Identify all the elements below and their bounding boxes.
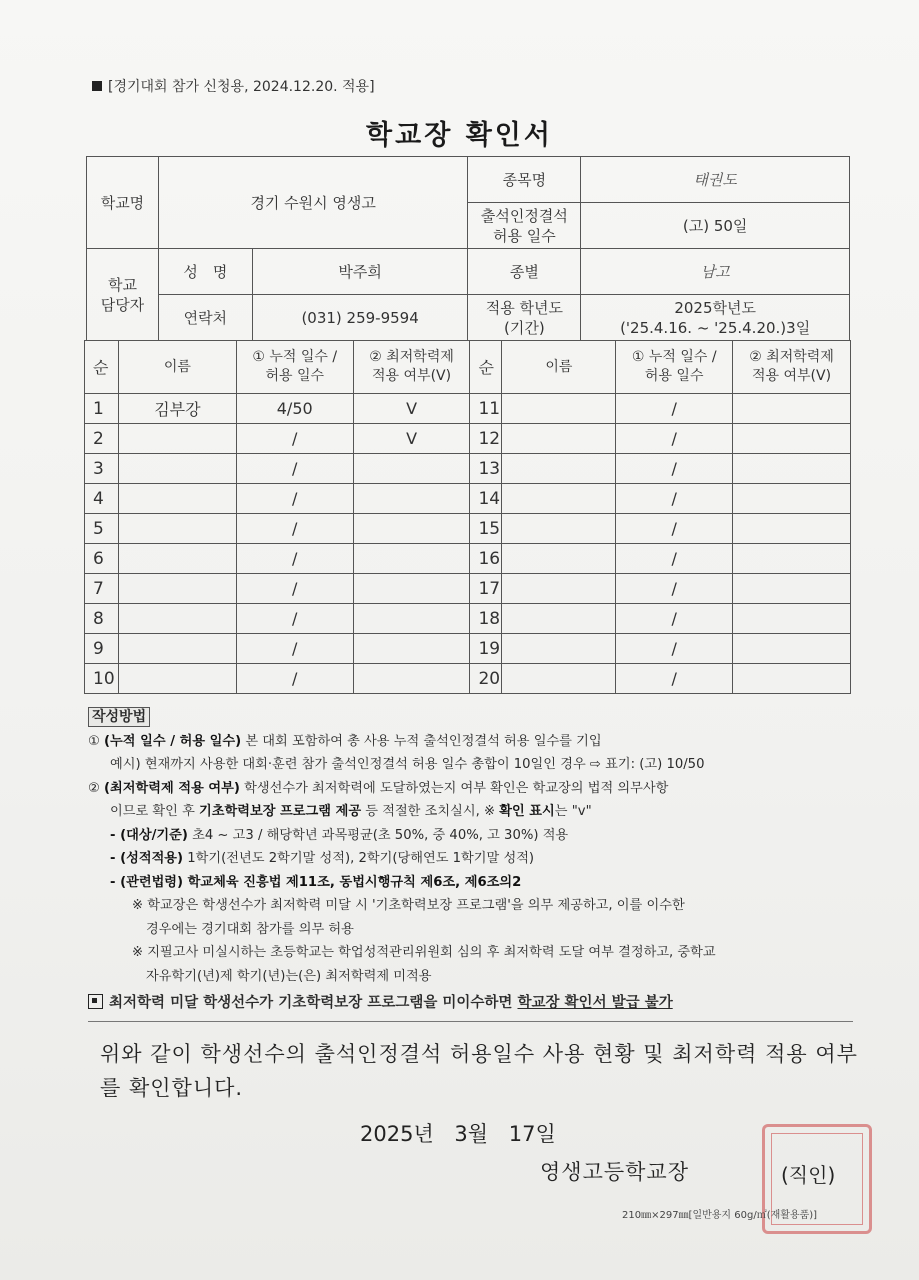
table-row	[85, 484, 851, 514]
student-name: 김부강	[118, 394, 236, 424]
instruction-2: ② (최저학력제 적용 여부) 학생선수가 최저학력에 도달하였는지 여부 확인은 학교장의 법적 의무사항	[88, 780, 669, 796]
sport-label: 종목명	[468, 157, 581, 203]
row-num: 5	[85, 514, 119, 544]
table-row	[85, 604, 851, 634]
student-name	[502, 604, 616, 634]
instructions	[88, 706, 858, 1016]
row-num: 10	[85, 664, 119, 694]
note-1a: ※ 학교장은 학생선수가 최저학력 미달 시 '기초학력보장 프로그램'을 의무 제공하고, 이를 이수한	[132, 898, 685, 913]
gender-value: 남고	[581, 249, 850, 295]
header-num: 순	[85, 341, 119, 394]
row-num: 4	[85, 484, 119, 514]
check-cell	[353, 664, 470, 694]
seal-label: (직인)	[781, 1163, 836, 1187]
allowed-days-label: 출석인정결석 허용 일수	[468, 203, 581, 249]
table-row	[85, 574, 851, 604]
days-cell: /	[616, 514, 733, 544]
confirmation-statement: 위와 같이 학생선수의 출석인정결석 허용일수 사용 현황 및 최저학력 적용 여부를 확인합니다.	[100, 1042, 858, 1100]
instruction-1-example: 예시) 현재까지 사용한 대회·훈련 참가 출석인정결석 허용 일수 총합이 10일인 경우 ⇨ 표기: (고) 10/50	[110, 757, 705, 772]
student-name	[502, 424, 616, 454]
student-name	[118, 424, 236, 454]
header-name: 이름	[118, 341, 236, 394]
row-num: 2	[85, 424, 119, 454]
row-num: 12	[470, 424, 502, 454]
row-num: 15	[470, 514, 502, 544]
school-info-table	[86, 156, 850, 341]
student-name	[502, 484, 616, 514]
note-2a: ※ 지필고사 미실시하는 초등학교는 학업성적관리위원회 심의 후 최저학력 도달 여부 결정하고, 중학교	[132, 945, 716, 960]
table-row	[85, 424, 851, 454]
days-cell: /	[236, 544, 353, 574]
check-cell	[733, 574, 851, 604]
year-label: 적용 학년도 (기간)	[468, 295, 581, 341]
check-cell	[733, 454, 851, 484]
row-num: 3	[85, 454, 119, 484]
issue-date: 2025년 3월 17일	[360, 1122, 556, 1146]
note-2b: 자유학기(년)제 학기(년)는(은) 최저학력제 미적용	[146, 968, 432, 984]
table-row	[85, 544, 851, 574]
table-row	[85, 514, 851, 544]
target-criteria: - (대상/기준) 초4 ~ 고3 / 해당학년 과목평균(초 50%, 중 40%, 고 30%) 적용	[110, 827, 569, 843]
sport-value: 태권도	[581, 157, 850, 203]
days-cell: /	[616, 544, 733, 574]
row-num: 20	[470, 664, 502, 694]
note-1b: 경우에는 경기대회 참가를 의무 허용	[146, 921, 354, 937]
check-cell	[733, 634, 851, 664]
manager-label: 학교 담당자	[87, 249, 159, 341]
days-cell: /	[236, 454, 353, 484]
header-num: 순	[470, 341, 502, 394]
row-num: 17	[470, 574, 502, 604]
header-min: ② 최저학력제 적용 여부(V)	[353, 341, 470, 394]
table-row	[85, 664, 851, 694]
row-num: 8	[85, 604, 119, 634]
form-reference-text: [경기대회 참가 신청용, 2024.12.20. 적용]	[108, 79, 375, 95]
days-cell: /	[236, 424, 353, 454]
grade-application: - (성적적용) 1학기(전년도 2학기말 성적), 2학기(당해연도 1학기말 성적)	[110, 851, 535, 866]
row-num: 11	[470, 394, 502, 424]
days-cell: 4/50	[236, 394, 353, 424]
header-days: ① 누적 일수 / 허용 일수	[616, 341, 733, 394]
contact-value: (031) 259-9594	[252, 295, 468, 341]
check-cell	[353, 604, 470, 634]
check-cell	[733, 664, 851, 694]
header-name: 이름	[502, 341, 616, 394]
header-min: ② 최저학력제 적용 여부(V)	[733, 341, 851, 394]
square-bullet-icon	[92, 81, 102, 91]
header-days: ① 누적 일수 / 허용 일수	[236, 341, 353, 394]
table-row	[85, 634, 851, 664]
days-cell: /	[616, 454, 733, 484]
student-name	[118, 664, 236, 694]
days-cell: /	[236, 604, 353, 634]
row-num: 6	[85, 544, 119, 574]
student-name	[118, 634, 236, 664]
instructions-title: 작성방법	[88, 707, 150, 727]
row-num: 14	[470, 484, 502, 514]
student-list-table	[84, 340, 851, 694]
student-name	[118, 454, 236, 484]
student-name	[502, 514, 616, 544]
row-num: 18	[470, 604, 502, 634]
check-cell	[353, 514, 470, 544]
days-cell: /	[616, 394, 733, 424]
student-name	[118, 604, 236, 634]
check-cell	[733, 424, 851, 454]
year-value: 2025학년도 ('25.4.16. ~ '25.4.20.)3일	[581, 295, 850, 341]
row-num: 19	[470, 634, 502, 664]
name-label: 성 명	[158, 249, 252, 295]
days-cell: /	[236, 514, 353, 544]
form-reference	[92, 76, 375, 96]
days-cell: /	[236, 574, 353, 604]
row-num: 13	[470, 454, 502, 484]
days-cell: /	[616, 574, 733, 604]
row-num: 16	[470, 544, 502, 574]
related-law: - (관련법령) 학교체육 진흥법 제11조, 동법시행규칙 제6조, 제6조의2	[110, 874, 522, 890]
check-cell	[353, 544, 470, 574]
student-name	[502, 394, 616, 424]
check-cell	[353, 454, 470, 484]
days-cell: /	[616, 424, 733, 454]
check-cell: V	[353, 394, 470, 424]
check-cell	[733, 544, 851, 574]
check-cell	[353, 484, 470, 514]
student-name	[118, 484, 236, 514]
student-name	[118, 574, 236, 604]
check-cell	[353, 574, 470, 604]
table-row	[85, 454, 851, 484]
list-header-row	[85, 341, 851, 394]
days-cell: /	[236, 634, 353, 664]
instruction-2-line2: 이므로 확인 후 기초학력보장 프로그램 제공 등 적절한 조치실시, ※ 확인 표시는 "v"	[110, 804, 592, 819]
principal-title: 영생고등학교장	[540, 1160, 690, 1184]
page-title: 학교장 확인서	[366, 120, 553, 151]
checkbox-bullet-icon	[88, 994, 103, 1009]
check-cell	[733, 394, 851, 424]
check-cell	[733, 604, 851, 634]
list-body	[85, 394, 851, 694]
days-cell: /	[236, 664, 353, 694]
student-name	[118, 514, 236, 544]
days-cell: /	[616, 604, 733, 634]
student-name	[502, 574, 616, 604]
allowed-days-value: (고) 50일	[581, 203, 850, 249]
student-name	[502, 634, 616, 664]
school-label: 학교명	[87, 157, 159, 249]
student-name	[118, 544, 236, 574]
days-cell: /	[616, 634, 733, 664]
check-cell: V	[353, 424, 470, 454]
gender-label: 종별	[468, 249, 581, 295]
days-cell: /	[616, 484, 733, 514]
instruction-1: ① (누적 일수 / 허용 일수) 본 대회 포함하여 총 사용 누적 출석인정결석 허용 일수를 기입	[88, 733, 602, 749]
row-num: 1	[85, 394, 119, 424]
check-cell	[733, 484, 851, 514]
row-num: 7	[85, 574, 119, 604]
notice: 최저학력 미달 학생선수가 기초학력보장 프로그램을 미이수하면 학교장 확인서 발급 불가	[88, 992, 858, 1016]
check-cell	[733, 514, 851, 544]
student-name	[502, 664, 616, 694]
student-name	[502, 544, 616, 574]
school-value: 경기 수원시 영생고	[158, 157, 468, 249]
contact-label: 연락처	[158, 295, 252, 341]
table-row	[85, 394, 851, 424]
paper-spec-note: 210㎜×297㎜[일반용지 60g/㎡(재활용품)]	[622, 1210, 818, 1221]
divider	[88, 1021, 853, 1022]
check-cell	[353, 634, 470, 664]
name-value: 박주희	[252, 249, 468, 295]
days-cell: /	[616, 664, 733, 694]
row-num: 9	[85, 634, 119, 664]
days-cell: /	[236, 484, 353, 514]
student-name	[502, 454, 616, 484]
